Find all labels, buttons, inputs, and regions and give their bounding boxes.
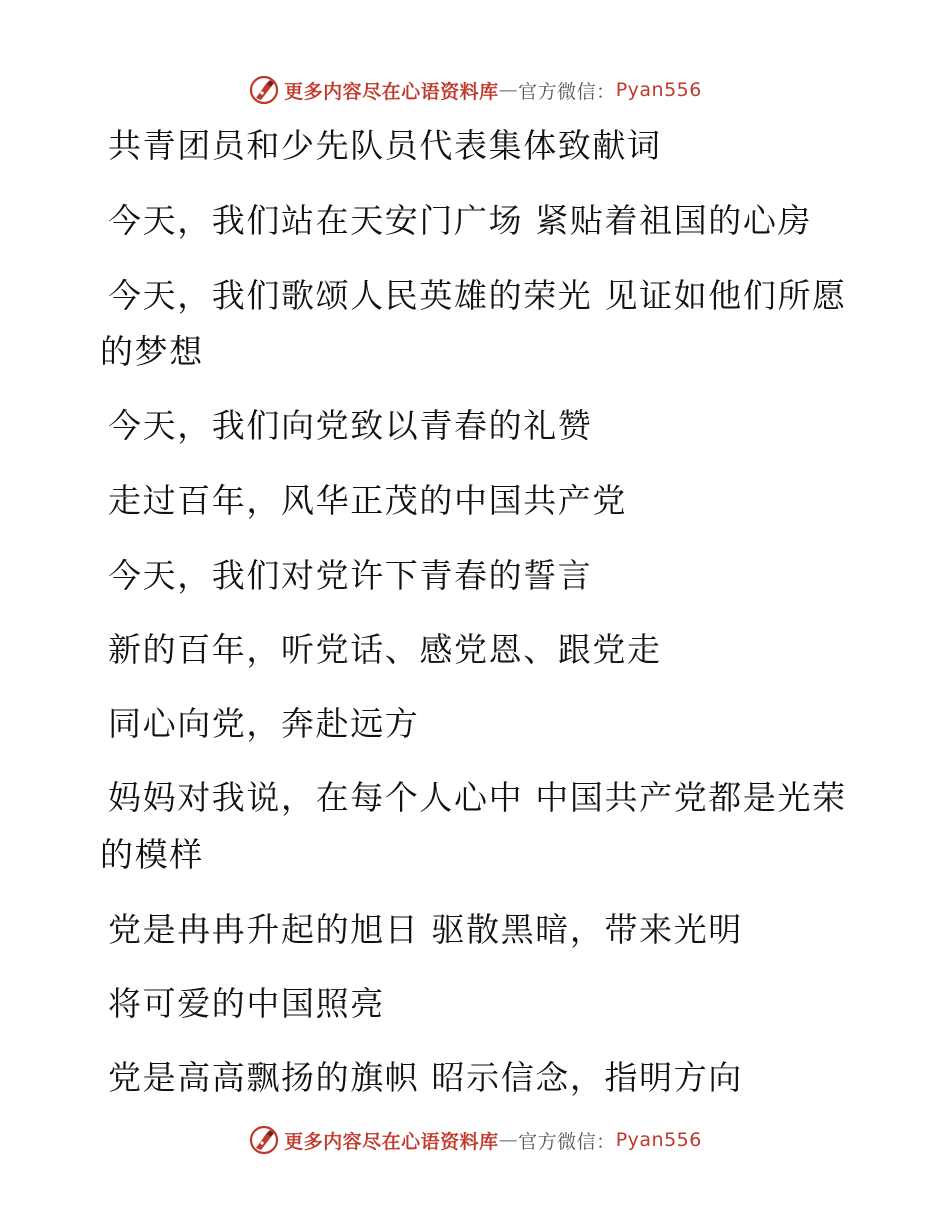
- footer-watermark-banner: [0, 1120, 950, 1160]
- banner-wechat-id: Pyan556: [615, 79, 702, 101]
- banner-wechat-label: 官方微信：: [518, 80, 616, 103]
- text-line: 妈妈对我说，在每个人心中 中国共产党都是光荣: [108, 778, 847, 817]
- text-line: 党是冉冉升起的旭日 驱散黑暗，带来光明: [108, 910, 743, 949]
- text-line: 将可爱的中国照亮: [108, 984, 385, 1023]
- banner-separator: —: [498, 1129, 519, 1151]
- document-title: 共青团员和少先队员代表集体致献词: [108, 126, 662, 165]
- text-line: 的模样: [100, 835, 204, 874]
- banner-brand-text: 更多内容尽在心语资料库: [284, 80, 499, 103]
- text-line: 今天，我们对党许下青春的誓言: [108, 556, 593, 595]
- text-line: 今天，我们歌颂人民英雄的荣光 见证如他们所愿: [108, 276, 847, 315]
- header-watermark-banner: [0, 70, 950, 110]
- text-line: 今天，我们站在天安门广场 紧贴着祖国的心房: [108, 201, 813, 240]
- text-line: 同心向党，奔赴远方: [108, 704, 420, 743]
- text-line: 的梦想: [100, 332, 204, 371]
- banner-brand-text: 更多内容尽在心语资料库: [284, 1130, 499, 1153]
- text-line: 走过百年，风华正茂的中国共产党: [108, 481, 627, 520]
- banner-wechat-label: 官方微信：: [518, 1130, 616, 1153]
- pen-nib-logo-icon: [248, 74, 280, 106]
- text-line: 今天，我们向党致以青春的礼赞: [108, 406, 593, 445]
- banner-wechat-id: Pyan556: [615, 1129, 702, 1151]
- text-line: 党是高高飘扬的旗帜 昭示信念，指明方向: [108, 1058, 743, 1097]
- banner-separator: —: [498, 79, 519, 101]
- text-line: 新的百年，听党话、感党恩、跟党走: [108, 630, 662, 669]
- pen-nib-logo-icon: [248, 1124, 280, 1156]
